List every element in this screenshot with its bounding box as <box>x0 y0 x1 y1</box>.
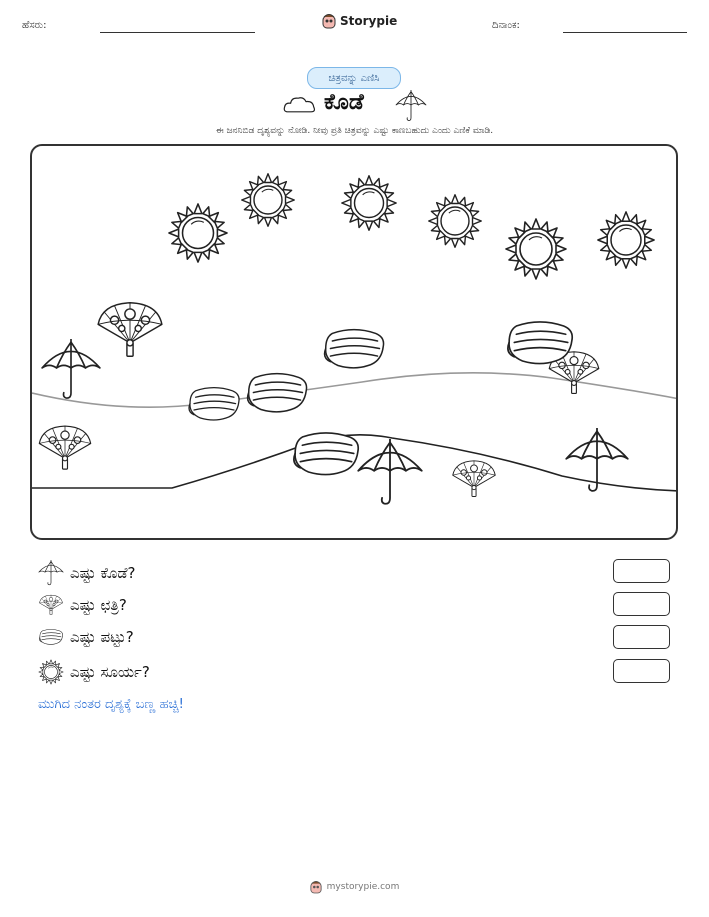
activity-badge: ಚಿತ್ರವನ್ನು ಎಣಿಸಿ <box>307 67 401 89</box>
question-fan <box>38 593 127 617</box>
cloud-icon <box>283 94 317 116</box>
coloring-instruction: ಮುಗಿದ ನಂತರ ದೃಶ್ಯಕ್ಕೆ ಬಣ್ಣ ಹಚ್ಚಿ! <box>38 697 184 712</box>
sun-6 <box>598 212 654 268</box>
cloth-2 <box>248 374 307 412</box>
question-text: ಎಷ್ಟು ಪಟ್ಟು? <box>70 628 134 646</box>
question-sun <box>38 659 150 685</box>
question-text: ಎಷ್ಟು ಕೊಡೆ? <box>70 564 136 582</box>
question-text: ಎಷ್ಟು ಛತ್ರಿ? <box>70 596 127 614</box>
umbrella-1 <box>42 339 100 398</box>
sun-icon <box>38 659 64 685</box>
question-cloth <box>38 626 134 648</box>
counting-scene <box>30 144 678 540</box>
answer-box-fan[interactable] <box>613 592 670 616</box>
answer-box-cloth[interactable] <box>613 625 670 649</box>
brand-name: Storypie <box>340 14 398 28</box>
answer-box-sun[interactable] <box>613 659 670 683</box>
cloth-4 <box>508 322 572 364</box>
name-label: ಹೆಸರು: <box>22 20 47 31</box>
answer-box-umbrella[interactable] <box>613 559 670 583</box>
sun-1 <box>169 204 227 262</box>
date-label: ದಿನಾಂಕ: <box>492 20 520 31</box>
name-field[interactable] <box>100 32 255 33</box>
question-umbrella <box>38 560 136 586</box>
storypie-mascot-icon <box>310 880 322 894</box>
sun-4 <box>429 195 482 248</box>
umbrella-icon <box>38 560 64 586</box>
question-text: ಎಷ್ಟು ಸೂರ್ಯ? <box>70 663 150 681</box>
brand-logo <box>322 13 397 29</box>
cloth-1 <box>189 388 239 420</box>
cloth-3 <box>325 330 384 368</box>
umbrella-icon <box>395 90 427 122</box>
fan-1 <box>98 303 162 356</box>
instruction-text: ಈ ಜನನಿಬಿಡ ದೃಶ್ಯವನ್ನು ನೋಡಿ. ನೀವು ಪ್ರತಿ ಚಿತ್ರವನ್ನು ಎಷ್ಟು ಕಾಣಬಹುದು ಎಂದು ಎಣಿಕೆ ಮಾಡಿ. <box>215 126 494 136</box>
storypie-mascot-icon <box>322 13 336 29</box>
cloth-5 <box>294 433 358 475</box>
sun-5 <box>506 219 566 279</box>
folded-cloth-icon <box>38 626 64 648</box>
fan-3 <box>453 461 496 497</box>
sun-2 <box>242 174 295 227</box>
sun-3 <box>342 176 396 230</box>
date-field[interactable] <box>563 32 687 33</box>
umbrella-3 <box>566 428 628 491</box>
footer-site-link[interactable]: mystorypie.com <box>326 882 400 892</box>
page-title: ಕೊಡೆ <box>324 90 364 115</box>
fan-2 <box>39 426 90 469</box>
footer <box>0 880 709 894</box>
umbrella-2 <box>358 439 421 504</box>
fan-icon <box>38 593 64 617</box>
